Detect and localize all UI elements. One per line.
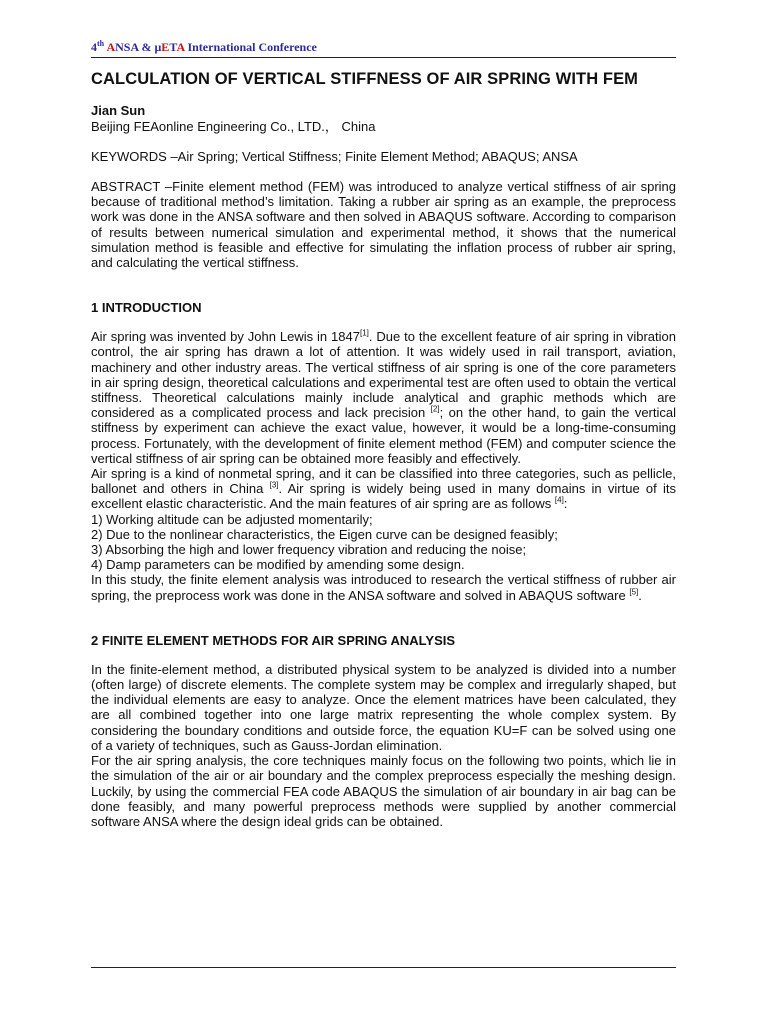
intro-p2-text-a: Air spring is a kind of nonmetal spring, and it can be classified into three categories, such as pellicle, ballonet and others in China [91,466,676,497]
author-name: Jian Sun [91,103,146,118]
intro-p2-text-b: . Air spring is widely being used in many domains in virtue of its excellent elastic characteristic. And the main features of air spring are as follows [91,481,676,512]
intro-p2-text-c: : [563,496,568,512]
intro-p1-text-c: ; on the other hand, to gain the vertical stiffness by experiment can achieve the exact value, however, it would be a long-time-consuming process. Fortunately, with the development of finite element method (FEM) and computer science the vertical stiffness of air spring can be obtained more feasibly and effectively. [91,405,677,466]
header-nsa: NSA & [115,40,155,54]
header-letter-e: E [161,40,170,54]
section-1-heading: 1 INTRODUCTION [91,300,202,316]
section-2-heading: 2 FINITE ELEMENT METHODS FOR AIR SPRING ANALYSIS [91,632,456,648]
conference-header [91,38,676,58]
paper-title: CALCULATION OF VERTICAL STIFFNESS OF AIR SPRING WITH FEM [91,70,639,88]
header-ordinal: th [97,39,105,48]
intro-p1-text-b: . Due to the excellent feature of air spring in vibration control, the air spring has drawn a lot of attention. It was widely used in rail transport, aviation, machinery and other industry areas. The vertical stiffness of air spring is one of the core parameters in air spring design, theoretical calculations and experimental test are often used to obtain the vertical stiffness. Theoretical calculations mainly include analytical and graphic methods which are considered as a complicated process and lack precision [91,329,676,421]
keywords: KEYWORDS –Air Spring; Vertical Stiffness; Finite Element Method; ABAQUS; ANSA [91,149,578,164]
feature-list-item: 2) Due to the nonlinear characteristics, the Eigen curve can be designed feasibly; [91,526,558,542]
intro-paragraph-1 [91,329,676,466]
header-letter-a: A [106,40,116,54]
header-number: 4 [91,40,97,54]
feature-list-item: 4) Damp parameters can be modified by amending some design. [91,557,465,573]
author-affiliation: Beijing FEAonline Engineering Co., LTD.， China [91,119,376,134]
document-page [91,38,676,829]
intro-paragraph-2 [91,466,676,512]
header-letter-t: T [169,40,177,54]
fem-paragraph-1: In the finite-element method, a distributed physical system to be analyzed is divided into a number (often large) of discrete elements. The complete system may be complex and irregularly shaped, but the individual elements are easy to analyze. Once the element matrices have been calculated, they are all combined together into one large matrix representing the whole complex system. By considering the boundary conditions and outside force, the equation KU=F can be solved using one of a variety of techniques, such as Gauss-Jordan elimination. [91,661,676,753]
intro-p3-text-a: In this study, the finite element analysis was introduced to research the vertical stiffness of rubber air spring, the preprocess work was done in the ANSA software and solved in ABAQUS software [91,572,676,603]
intro-p1-text-a: Air spring was invented by John Lewis in 1847 [91,329,360,345]
header-mu: μ [154,40,162,54]
citation-1: [1] [359,328,369,338]
footer-rule [91,967,676,968]
header-rest: International Conference [184,40,317,54]
intro-paragraph-3 [91,572,676,602]
abstract: ABSTRACT –Finite element method (FEM) was introduced to analyze vertical stiffness of air spring because of traditional method’s limitation. Taking a rubber air spring as an example, the preprocess work was done in the ANSA software and then solved in ABAQUS software. According to comparison of results between numerical simulation and experimental method, it shows that the numerical simulation method is feasible and effective for simulating the inflation process of rubber air spring, and calculating the vertical stiffness. [91,179,676,271]
citation-5: [5] [629,587,639,597]
citation-4: [4] [554,496,564,506]
fem-paragraph-2: For the air spring analysis, the core techniques mainly focus on the following two points, which lie in the simulation of the air or air boundary and the complex preprocess especially the meshing design. Luckily, by using the commercial FEA code ABAQUS the simulation of air boundary in air bag can be done feasibly, and many powerful preprocess methods were supplied by another commercial software ANSA where the design ideal grids can be obtained. [91,753,676,829]
feature-list-item: 3) Absorbing the high and lower frequency vibration and reducing the noise; [91,542,527,558]
citation-2: [2] [430,404,440,414]
citation-3: [3] [269,480,279,490]
header-letter-a2: A [176,40,185,54]
feature-list-item: 1) Working altitude can be adjusted momentarily; [91,511,373,527]
intro-p3-text-b: . [638,587,642,603]
